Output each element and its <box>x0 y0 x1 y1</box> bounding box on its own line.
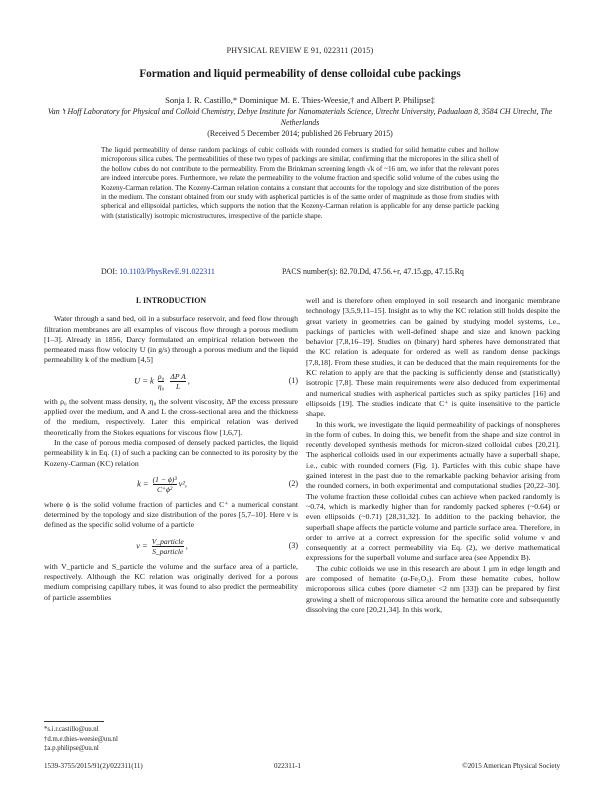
paper-title: Formation and liquid permeability of dense colloidal cube packings <box>139 68 461 80</box>
footnotes <box>44 721 298 754</box>
section-heading: I. INTRODUCTION <box>135 296 207 305</box>
footer-copyright: ©2015 American Physical Society <box>462 762 560 770</box>
abstract: The liquid permeability of dense random packings of cubic colloids with rounded corners is studied for solid hematite cubes and hollow microporous silica cubes. The permeabilities of these two types of packings are similar, confirming that the micropores in the silica shell of the hollow cubes do not contribute to the permeability. From the Brinkman screening length √k of ~16 nm, we infer that the relevant pores are indeed intercube pores. Furthermore, we relate the permeability to the volume fraction and specific solid volume of the cubes using the Kozeny-Carman relation. The Kozeny-Carman relation contains a constant that accounts for the topology and size distribution of the pores in the medium. The constant obtained from our study with aspherical particles is of the same order of magnitude as those from studies with spherical and ellipsoidal particles, which supports the notion that the Kozeny-Carman relation is applicable for any dense particle packing with (statistically) isotropic microstructures, irrespective of the particle shape. <box>101 146 499 220</box>
doi-link[interactable]: 10.1103/PhysRevE.91.022311 <box>119 267 215 276</box>
eq1-fraction-pressure <box>170 372 185 391</box>
left-paragraph-2: with ρ₀ the solvent mass density, η₀ the solvent viscosity, ΔP the excess pressure applied over the medium, and A and L the cross-sectional area and the thickness of the medium, respectively. Later this empirical relation was derived theoretically from the Stokes equations for viscous flow [1,6,7]. <box>44 396 298 437</box>
eq2-numerator: (1 − ϕ)³ <box>152 474 177 484</box>
running-head: PHYSICAL REVIEW E 91, 022311 (2015) <box>226 46 374 55</box>
eq1-f2-denominator: L <box>170 381 185 391</box>
eq3-denominator: S_particle <box>152 546 184 556</box>
eq2-number: (2) <box>288 479 298 489</box>
footnote-email-philipse[interactable]: ‡a.p.philipse@uu.nl <box>44 745 99 753</box>
eq3-fraction <box>152 537 184 556</box>
pacs-numbers: PACS number(s): 82.70.Dd, 47.56.+r, 47.15.gp, 47.15.Rq <box>282 267 464 276</box>
eq2-lhs: k = <box>137 479 149 489</box>
left-paragraph-5: with V_particle and S_particle the volume and the surface area of a particle, respectively. Although the KC relation was originally derived for a porous medium comprising capillary tubes, it was found to also predict the permeability of particle assemblies <box>44 561 298 602</box>
eq1-fraction-density <box>158 372 164 391</box>
left-paragraph-3: In the case of porous media composed of densely packed particles, the liquid permeability k in Eq. (1) of such a packing can be connected to its porosity by the Kozeny-Carman (KC) relation <box>44 437 298 468</box>
eq1-number: (1) <box>288 376 298 386</box>
footer-page-number: 022311-1 <box>274 762 301 770</box>
author-list: Sonja I. R. Castillo,* Dominique M. E. Thies-Weesie,† and Albert P. Philipse‡ <box>165 95 435 105</box>
eq3-lhs: ν = <box>136 541 148 551</box>
affiliation: Van ’t Hoff Laboratory for Physical and Colloid Chemistry, Debye Institute for Nanomaterials Science, Utrecht University, Padualaan 8, 3584 CH Utrecht, The Netherlands <box>47 107 553 127</box>
right-paragraph-3: The cubic colloids we use in this research are about 1 μm in edge length and are composed of hematite (α-Fe₂O₃). From these hematite cubes, hollow microporous silica cubes (pore diameter <2 nm [33]) can be prepared by first growing a shell of microporous silica around the hematite core and subsequently dissolving the core [20,21,34]. In this work, <box>306 563 560 614</box>
doi-pacs-line <box>101 267 499 276</box>
footnote-rule <box>44 721 104 722</box>
equation-1 <box>44 372 298 391</box>
received-dates: (Received 5 December 2014; published 26 February 2015) <box>207 129 393 138</box>
left-column <box>44 296 298 603</box>
eq3-number: (3) <box>288 541 298 551</box>
footer-issn: 1539-3755/2015/91(2)/022311(11) <box>44 762 143 770</box>
eq1-suffix: , <box>187 376 190 386</box>
eq1-f1-numerator: ρ₀ <box>157 371 165 381</box>
eq2-suffix: ν², <box>178 479 187 489</box>
right-paragraph-1: well and is therefore often employed in soil research and inorganic membrane technology [3,5,9,11–15]. Insight as to why the KC relation still holds despite the great variety in geometries can be gained by studying model systems, i.e., packings of particles with well-defined shape and size and known packing behavior [7,8,16–19]. Studies on (binary) hard spheres have demonstrated that the KC relation is adequate for ordered as well as random dense packings [7,8,18]. From these studies, it can be deduced that the main requirements for the KC relation to apply are that the packing is sufficiently dense and (statistically) isotropic [7,8]. These main requirements were also deduced from experimental and numerical studies with aspherical particles such as spiky particles [16] and ellipsoids [19]. The studies indicate that C⁺ is quite insensitive to the particle shape. <box>306 296 560 419</box>
eq1-f2-numerator: ΔP A <box>170 371 186 381</box>
eq3-numerator: V_particle <box>151 536 184 546</box>
equation-3 <box>44 537 298 556</box>
eq2-fraction <box>153 475 177 494</box>
footnote-email-thies-weesie[interactable]: †d.m.e.thies-weesie@uu.nl <box>44 735 118 743</box>
eq2-denominator: C⁺ϕ² <box>153 484 177 494</box>
doi-label: DOI: <box>101 267 120 276</box>
eq1-lhs: U = k <box>134 376 154 386</box>
equation-2 <box>44 475 298 494</box>
eq1-f1-denominator: η₀ <box>157 381 165 391</box>
eq3-suffix: , <box>185 541 188 551</box>
right-paragraph-2: In this work, we investigate the liquid permeability of packings of nonspheres in the form of cubes. In doing this, we benefit from the shape and size control in recently developed synthesis methods for micron-sized colloidal cubes [20,21]. The aspherical colloids used in our experiments actually have a superball shape, i.e., cubic with rounded corners (Fig. 1). Particles with this cubic shape have gained interest in the past due to the remarkable packing behavior arising from the rounded corners, in both experimental and computational studies [20,22–30]. The volume fraction these colloidal cubes can achieve when packed randomly is ~0.74, which is markedly higher than for randomly packed spheres (~0.64) or even ellipsoids (~0.71) [28,31,32]. In addition to the packing behavior, the superball shape affects the particle volume and particle surface area. Therefore, in order to arrive at a correct expression for the specific solid volume ν and consequently at a correct permeability via Eq. (2), we derive mathematical expressions for the superball volume and surface area (see Appendix B). <box>306 419 560 563</box>
left-paragraph-4: where ϕ is the solid volume fraction of particles and C⁺ a numerical constant determined by the topology and size distribution of the pores [5,7–10]. Here ν is defined as the specific solid volume of a particle <box>44 499 298 530</box>
footnote-email-castillo[interactable]: *s.i.r.castillo@uu.nl <box>44 726 99 733</box>
left-paragraph-1: Water through a sand bed, oil in a subsurface reservoir, and feed flow through filtration membranes are all examples of viscous flow through a porous medium [1–3]. Already in 1856, Darcy formulated an empirical relation between the permeated mass flow velocity U (in g/s) through a porous medium and the liquid permeability k of the medium [4,5] <box>44 314 298 365</box>
right-column <box>306 296 560 615</box>
